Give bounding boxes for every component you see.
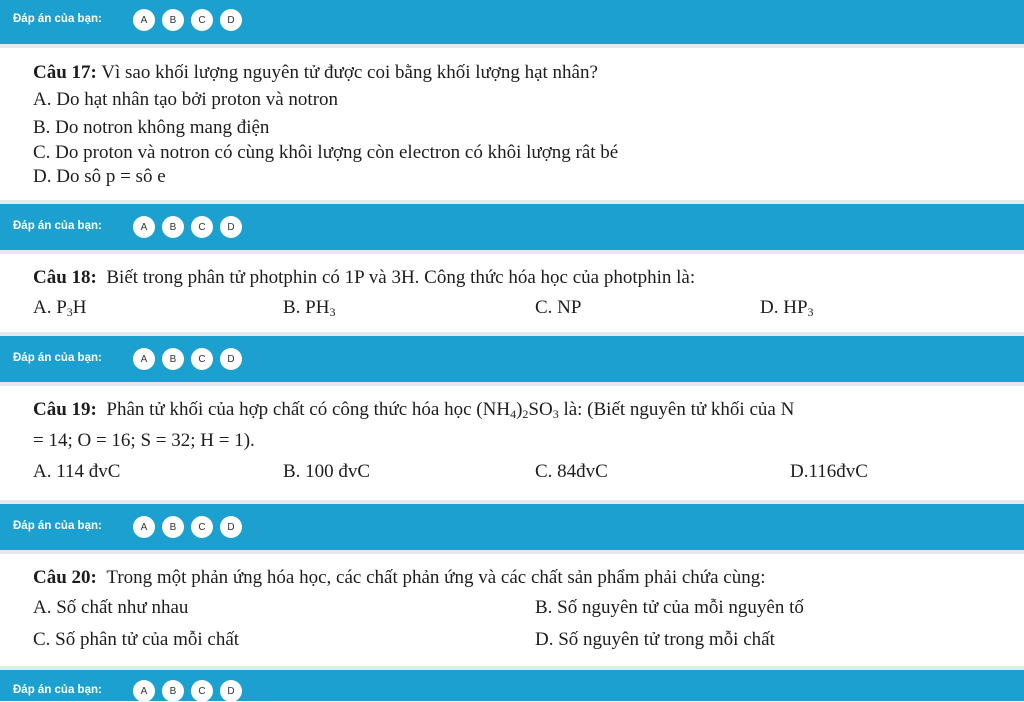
- answer-label: Đáp án của bạn:: [13, 220, 102, 232]
- answer-choice-a: A. 114 đvC: [33, 461, 121, 482]
- answer-choice-a: A. $P_3H$: [33, 297, 87, 319]
- answer-bar-1: [0, 0, 1024, 44]
- answer-choice-b: B. $PH_3$: [283, 297, 336, 319]
- answer-choice-c: C. Số phân tử của mỗi chất: [33, 629, 240, 650]
- option-c-button[interactable]: C: [191, 9, 213, 31]
- answer-choice-c: C. 84đvC: [535, 461, 608, 482]
- option-b-button[interactable]: B: [162, 9, 184, 31]
- option-c-button[interactable]: C: [191, 680, 213, 702]
- option-c-button[interactable]: C: [191, 516, 213, 538]
- option-d-button[interactable]: D: [220, 516, 242, 538]
- answer-choice-b: B. Số nguyên tử của mỗi nguyên tố: [535, 597, 804, 618]
- option-b-button[interactable]: B: [162, 216, 184, 238]
- question-18: [33, 266, 695, 289]
- option-d-button[interactable]: D: [220, 216, 242, 238]
- answer-choice-d: D. Do sô p = sô e: [33, 166, 166, 187]
- question-19: Câu 19: Phân tử khối của hợp chất có công thức hóa học $(NH_4)_2SO_3$ là: (Biết nguyên tử khối của N: [33, 399, 795, 421]
- separator: [0, 382, 1024, 386]
- question-17: [33, 61, 598, 84]
- answer-bar-5: [0, 670, 1024, 701]
- answer-bar-2: [0, 204, 1024, 250]
- option-a-button[interactable]: A: [133, 348, 155, 370]
- answer-label: Đáp án của bạn:: [13, 520, 102, 532]
- answer-choice-d: D.116đvC: [790, 461, 868, 482]
- option-c-button[interactable]: C: [191, 216, 213, 238]
- question-text: Trong một phản ứng hóa học, các chất phản ứng và các chất sản phẩm phải chứa cùng:: [106, 567, 766, 588]
- separator: [0, 44, 1024, 48]
- option-d-button[interactable]: D: [220, 348, 242, 370]
- answer-choice-d: D. $HP_3$: [760, 297, 814, 319]
- question-number: Câu 17:: [33, 62, 97, 83]
- question-number: Câu 19:: [33, 399, 97, 420]
- question-number: Câu 18:: [33, 267, 97, 288]
- answer-choice-a: A. Do hạt nhân tạo bởi proton và notron: [33, 89, 339, 110]
- option-b-button[interactable]: B: [162, 348, 184, 370]
- option-d-button[interactable]: D: [220, 9, 242, 31]
- option-a-button[interactable]: A: [133, 216, 155, 238]
- answer-choice-c: C. Do proton và notron có cùng khôi lượng còn electron có khôi lượng rât bé: [33, 142, 619, 163]
- question-text: Biết trong phân tử photphin có 1P và 3H. Công thức hóa học của photphin là:: [106, 267, 696, 288]
- question-text: Phân tử khối của hợp chất có công thức hóa học (NH: [106, 399, 511, 420]
- option-d-button[interactable]: D: [220, 680, 242, 702]
- option-a-button[interactable]: A: [133, 680, 155, 702]
- answer-choice-c: C. NP: [535, 297, 582, 318]
- option-c-button[interactable]: C: [191, 348, 213, 370]
- question-20: [33, 566, 765, 589]
- answer-choice-d: D. Số nguyên tử trong mỗi chất: [535, 629, 775, 650]
- answer-label: Đáp án của bạn:: [13, 684, 102, 696]
- answer-label: Đáp án của bạn:: [13, 352, 102, 364]
- answer-choice-a: A. Số chất như nhau: [33, 597, 189, 618]
- question-text-line-2: = 14; O = 16; S = 32; H = 1).: [33, 430, 255, 451]
- question-text: Vì sao khối lượng nguyên tử được coi bằng khối lượng hạt nhân?: [96, 62, 598, 83]
- answer-choice-b: B. 100 đvC: [283, 461, 371, 482]
- option-b-button[interactable]: B: [162, 680, 184, 702]
- answer-choice-b: B. Do notron không mang điện: [33, 117, 270, 138]
- separator: [0, 250, 1024, 254]
- option-b-button[interactable]: B: [162, 516, 184, 538]
- answer-bar-4: [0, 504, 1024, 550]
- answer-bar-3: [0, 336, 1024, 382]
- question-number: Câu 20:: [33, 567, 97, 588]
- answer-label: Đáp án của bạn:: [13, 13, 102, 25]
- separator: [0, 550, 1024, 554]
- option-a-button[interactable]: A: [133, 9, 155, 31]
- option-a-button[interactable]: A: [133, 516, 155, 538]
